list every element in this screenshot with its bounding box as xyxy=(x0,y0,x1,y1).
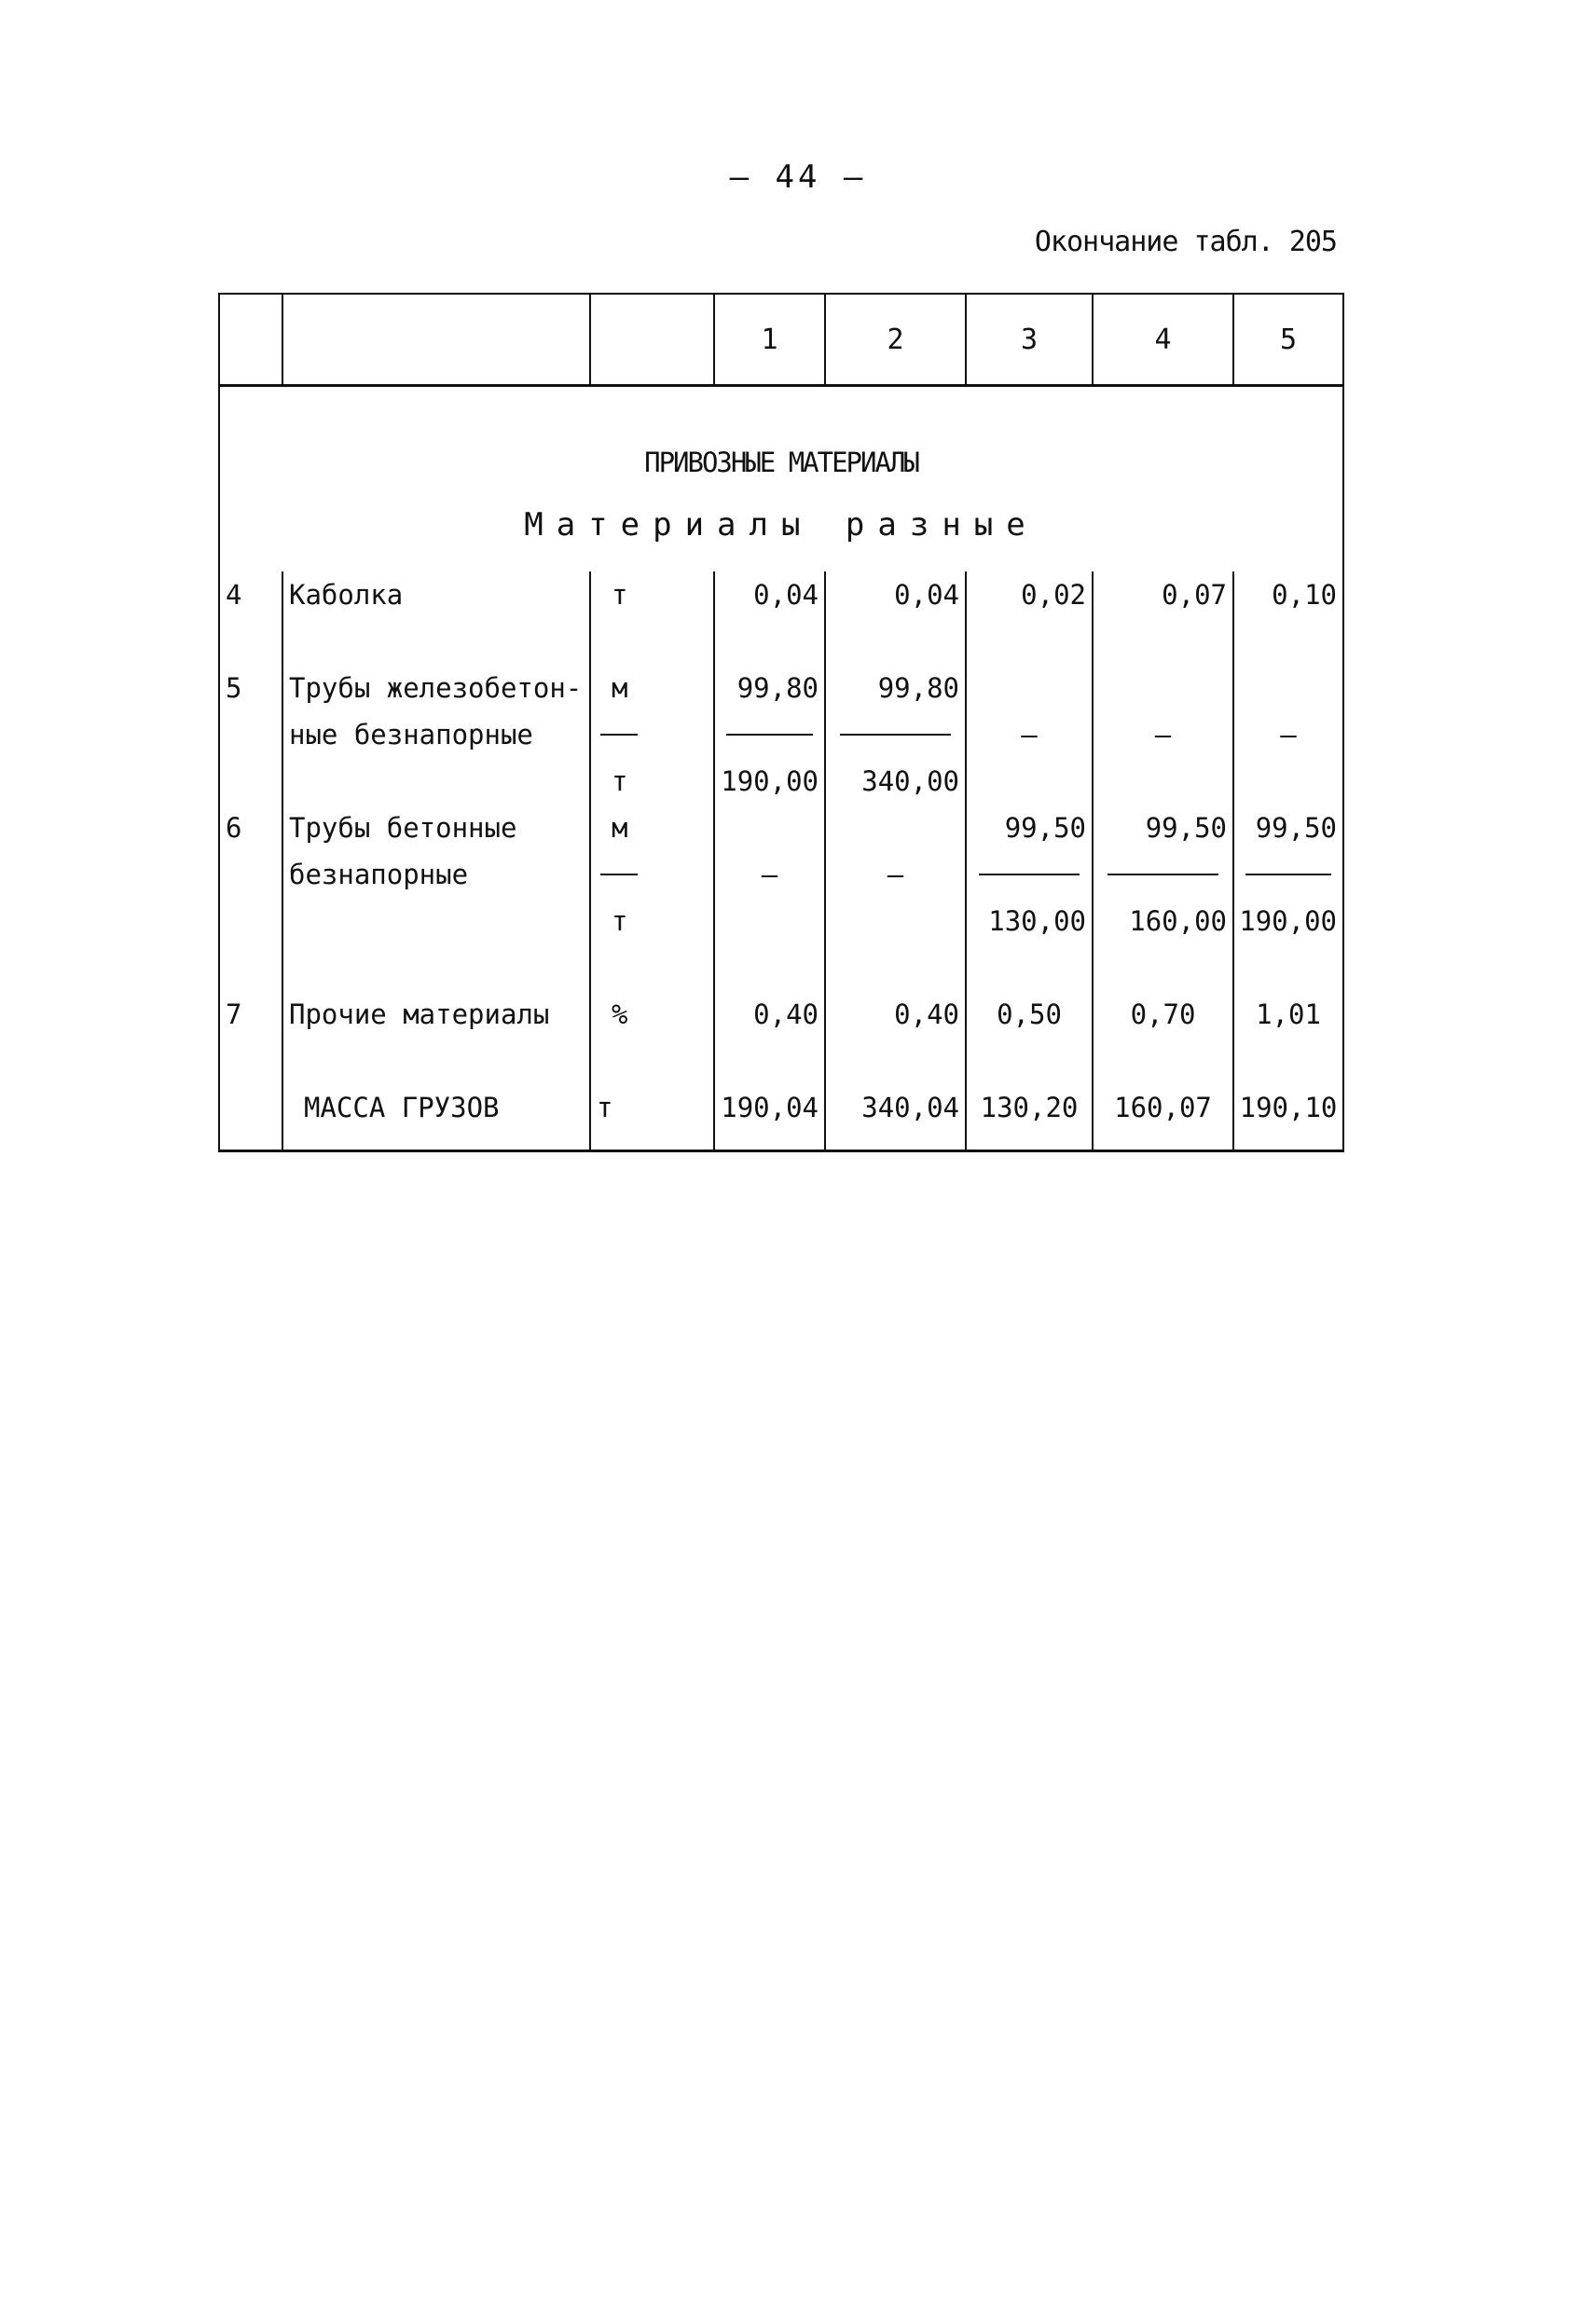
row-name: ные безнапорные xyxy=(282,711,590,758)
total-value: 160,07 xyxy=(1093,1084,1233,1131)
data-table xyxy=(218,293,1342,1152)
table-row xyxy=(219,711,1343,758)
row-name: Трубы железобетон- xyxy=(282,665,590,711)
row-dash: – xyxy=(825,851,966,898)
row-value: 0,04 xyxy=(714,571,825,618)
row-value: 0,70 xyxy=(1093,991,1233,1038)
total-name: МАССА ГРУЗОВ xyxy=(282,1084,590,1131)
row-value: 99,80 xyxy=(825,665,966,711)
header-col-5: 5 xyxy=(1233,294,1343,386)
table-caption: Окончание табл. 205 xyxy=(1034,226,1337,258)
total-value: 190,10 xyxy=(1233,1084,1343,1131)
row-value: 0,40 xyxy=(825,991,966,1038)
row-unit: м xyxy=(590,665,714,711)
subsection-row xyxy=(219,478,1343,571)
table-row xyxy=(219,805,1343,851)
page-number: – 44 – xyxy=(729,158,867,196)
row-name: безнапорные xyxy=(282,851,590,898)
row-number: 5 xyxy=(219,665,282,711)
total-value: 340,04 xyxy=(825,1084,966,1131)
total-value: 190,04 xyxy=(714,1084,825,1131)
header-cell-unit xyxy=(590,294,714,386)
row-value: 190,00 xyxy=(714,758,825,805)
header-cell-name xyxy=(282,294,590,386)
row-value: 99,80 xyxy=(714,665,825,711)
fraction-line xyxy=(600,874,638,875)
fraction-line xyxy=(979,874,1079,875)
row-number: 7 xyxy=(219,991,282,1038)
header-col-4: 4 xyxy=(1093,294,1233,386)
table-row xyxy=(219,991,1343,1038)
row-value: 99,50 xyxy=(1093,805,1233,851)
row-dash: – xyxy=(714,851,825,898)
section-title: ПРИВОЗНЫЕ МАТЕРИАЛЫ xyxy=(219,386,1343,479)
subsection-title: Материалы разные xyxy=(219,478,1343,571)
row-unit: т xyxy=(590,758,714,805)
row-unit: % xyxy=(590,991,714,1038)
row-unit: м xyxy=(590,805,714,851)
row-value: 0,04 xyxy=(825,571,966,618)
row-value: 130,00 xyxy=(966,898,1093,944)
header-row xyxy=(219,294,1343,386)
row-value: 1,01 xyxy=(1233,991,1343,1038)
row-value: 99,50 xyxy=(1233,805,1343,851)
row-value: 0,02 xyxy=(966,571,1093,618)
header-col-2: 2 xyxy=(825,294,966,386)
row-value: 0,50 xyxy=(966,991,1093,1038)
table-row xyxy=(219,851,1343,898)
table-row xyxy=(219,571,1343,618)
total-row xyxy=(219,1084,1343,1131)
header-cell-no xyxy=(219,294,282,386)
table-row xyxy=(219,898,1343,944)
total-unit: т xyxy=(590,1084,714,1131)
row-dash: – xyxy=(1233,711,1343,758)
row-number: 6 xyxy=(219,805,282,851)
row-dash: – xyxy=(966,711,1093,758)
row-name: Каболка xyxy=(282,571,590,618)
row-unit: т xyxy=(590,571,714,618)
fraction-line xyxy=(726,734,814,736)
table-row xyxy=(219,665,1343,711)
row-value: 160,00 xyxy=(1093,898,1233,944)
table-row xyxy=(219,758,1343,805)
row-number: 4 xyxy=(219,571,282,618)
header-col-3: 3 xyxy=(966,294,1093,386)
row-dash: – xyxy=(1093,711,1233,758)
fraction-line xyxy=(600,734,638,736)
row-value: 99,50 xyxy=(966,805,1093,851)
row-value: 0,07 xyxy=(1093,571,1233,618)
row-value: 0,10 xyxy=(1233,571,1343,618)
header-col-1: 1 xyxy=(714,294,825,386)
section-row xyxy=(219,386,1343,479)
fraction-line xyxy=(1108,874,1218,875)
row-name: Трубы бетонные xyxy=(282,805,590,851)
row-value: 340,00 xyxy=(825,758,966,805)
row-value: 190,00 xyxy=(1233,898,1343,944)
fraction-line xyxy=(840,734,951,736)
row-name: Прочие материалы xyxy=(282,991,590,1038)
total-value: 130,20 xyxy=(966,1084,1093,1131)
row-unit: т xyxy=(590,898,714,944)
row-value: 0,40 xyxy=(714,991,825,1038)
fraction-line xyxy=(1245,874,1332,875)
